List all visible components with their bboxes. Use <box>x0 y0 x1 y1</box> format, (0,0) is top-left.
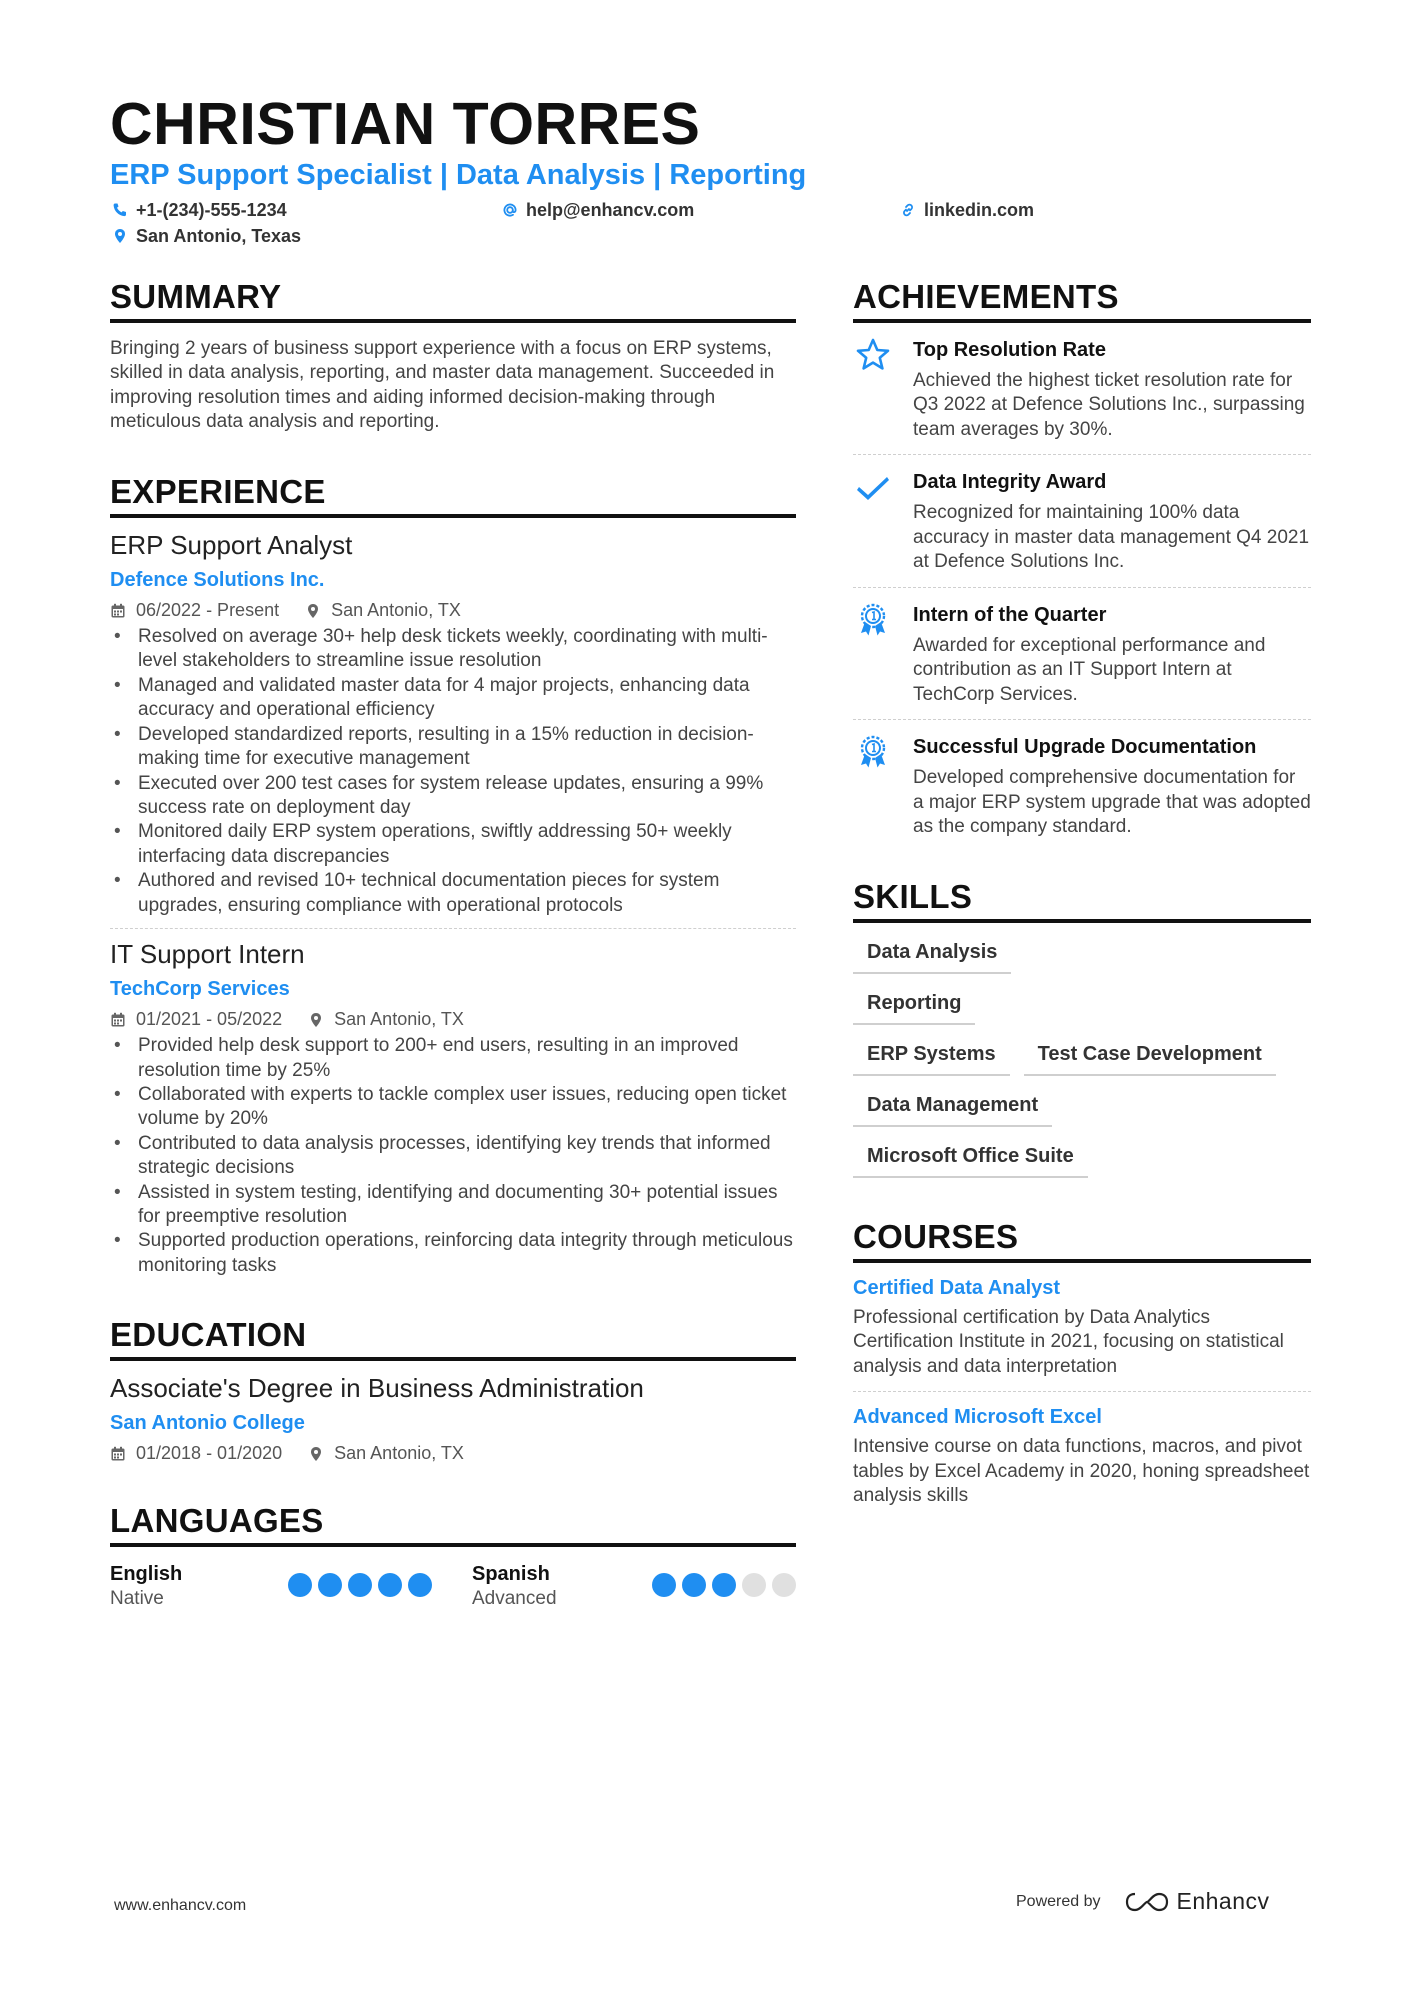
skills-section <box>853 878 1311 1178</box>
list-item: • Collaborated with experts to tackle complex user issues, reducing open ticket volume by 20% <box>110 1083 796 1132</box>
education-section <box>110 1316 796 1464</box>
education-dates-text: 01/2018 - 01/2020 <box>136 1443 283 1464</box>
skill-tag: Reporting <box>853 988 975 1025</box>
location-pin-icon <box>305 603 321 619</box>
education-item <box>110 1373 796 1464</box>
achievements-heading: ACHIEVEMENTS <box>853 278 1311 323</box>
divider <box>110 928 796 929</box>
languages-list <box>110 1563 796 1610</box>
achievement-title: Data Integrity Award <box>913 471 1107 494</box>
checkmark-icon <box>855 469 891 505</box>
job-dates-text: 06/2022 - Present <box>136 600 280 621</box>
rating-dot-filled <box>712 1573 736 1597</box>
achievement-item <box>853 720 1311 852</box>
calendar-icon <box>110 603 126 619</box>
rating-dot-filled <box>408 1573 432 1597</box>
candidate-name: CHRISTIAN TORRES <box>110 91 701 157</box>
powered-by-text: Powered by <box>1016 1892 1101 1910</box>
experience-heading: EXPERIENCE <box>110 473 796 518</box>
link-icon <box>900 202 916 218</box>
courses-heading: COURSES <box>853 1218 1311 1263</box>
rating-dot-filled <box>682 1573 706 1597</box>
achievement-title: Intern of the Quarter <box>913 603 1107 626</box>
skill-tag: Data Analysis <box>853 937 1011 974</box>
rating-dot-empty <box>772 1573 796 1597</box>
achievement-item <box>853 323 1311 456</box>
rating-dot-empty <box>742 1573 766 1597</box>
list-item: • Monitored daily ERP system operations, swiftly addressing 50+ weekly interfacing data discrepancies <box>110 820 796 869</box>
list-item: • Resolved on average 30+ help desk tickets weekly, coordinating with multi-level stakeholders to streamline issue resolution <box>110 625 796 674</box>
language-rating <box>288 1573 432 1597</box>
list-item: • Supported production operations, reinforcing data integrity through meticulous monitoring tasks <box>110 1229 796 1278</box>
website-text: linkedin.com <box>924 199 1035 220</box>
job-location-text: San Antonio, TX <box>334 1009 464 1030</box>
rating-dot-filled <box>288 1573 312 1597</box>
contact-email[interactable] <box>502 200 694 221</box>
rating-dot-filled <box>318 1573 342 1597</box>
job-meta <box>110 1009 796 1030</box>
achievements-section <box>853 278 1311 852</box>
candidate-title: ERP Support Specialist | Data Analysis | Reporting <box>110 158 807 191</box>
achievement-item <box>853 455 1311 588</box>
courses-section <box>853 1218 1311 1521</box>
skill-tag: Microsoft Office Suite <box>853 1141 1088 1178</box>
contact-website[interactable] <box>900 200 1034 221</box>
job-dates <box>110 600 279 621</box>
footer-branding <box>1016 1888 1270 1915</box>
education-meta <box>110 1443 796 1464</box>
calendar-icon <box>110 1012 126 1028</box>
education-heading: EDUCATION <box>110 1316 796 1361</box>
enhancv-logo-icon <box>1125 1890 1169 1914</box>
achievement-title: Top Resolution Rate <box>913 338 1106 361</box>
skills-heading: SKILLS <box>853 878 1311 923</box>
job-location-text: San Antonio, TX <box>331 600 461 621</box>
language-name: Spanish <box>472 1563 550 1586</box>
summary-text: Bringing 2 years of business support experience with a focus on ERP systems, skilled in data analysis, reporting, and master data management. Succeeded in improving resolution times and aiding informed decision-making through meticulous data analysis and reporting. <box>110 337 775 433</box>
achievement-desc: Developed comprehensive documentation for a major ERP system upgrade that was adopted as the company standard. <box>913 767 1311 838</box>
achievement-desc: Recognized for maintaining 100% data accuracy in master data management Q4 2021 at Defence Solutions Inc. <box>913 502 1310 573</box>
summary-section <box>110 278 796 435</box>
achievement-desc: Awarded for exceptional performance and contribution as an IT Support Intern at TechCorp Services. <box>913 634 1266 705</box>
location-pin-icon <box>308 1446 324 1462</box>
job-bullets <box>110 625 796 918</box>
language-level: Native <box>110 1588 164 1610</box>
language-rating <box>652 1573 796 1597</box>
language-item <box>472 1563 796 1610</box>
footer-website[interactable]: www.enhancv.com <box>114 1897 247 1914</box>
summary-heading: SUMMARY <box>110 278 796 323</box>
rating-dot-filled <box>378 1573 402 1597</box>
brand-logo[interactable] <box>1125 1888 1270 1915</box>
award-ribbon-icon <box>855 602 891 638</box>
calendar-icon <box>110 1446 126 1462</box>
brand-name: Enhancv <box>1176 1888 1270 1914</box>
experience-section <box>110 473 796 1278</box>
contact-phone[interactable] <box>112 200 287 221</box>
languages-section <box>110 1502 796 1610</box>
course-item <box>853 1263 1311 1393</box>
right-column <box>853 278 1311 1521</box>
skills-list <box>853 937 1311 1178</box>
award-ribbon-icon <box>855 734 891 770</box>
education-location-text: San Antonio, TX <box>334 1443 464 1464</box>
education-location <box>308 1443 464 1464</box>
job-bullets <box>110 1034 796 1278</box>
job-title: ERP Support Analyst <box>110 529 353 560</box>
course-title: Certified Data Analyst <box>853 1276 1061 1299</box>
skill-tag: Test Case Development <box>1024 1039 1276 1076</box>
company-name: Defence Solutions Inc. <box>110 569 325 592</box>
email-text: help@enhancv.com <box>526 199 695 220</box>
language-item <box>110 1563 472 1610</box>
company-name: TechCorp Services <box>110 978 290 1001</box>
left-column <box>110 278 796 1610</box>
job-dates-text: 01/2021 - 05/2022 <box>136 1009 283 1030</box>
course-title: Advanced Microsoft Excel <box>853 1406 1102 1429</box>
list-item: • Executed over 200 test cases for system release updates, ensuring a 99% success rate on deployment day <box>110 772 796 821</box>
star-icon <box>855 337 891 373</box>
experience-item <box>110 530 796 918</box>
resume-header <box>110 92 1310 254</box>
phone-text: +1-(234)-555-1234 <box>136 199 287 220</box>
job-location <box>305 600 461 621</box>
location-pin-icon <box>308 1012 324 1028</box>
location-pin-icon <box>112 228 128 244</box>
phone-icon <box>112 202 128 218</box>
at-sign-icon <box>502 202 518 218</box>
language-level: Advanced <box>472 1588 557 1610</box>
job-meta <box>110 600 796 621</box>
course-desc: Professional certification by Data Analytics Certification Institute in 2021, focusing on statistical analysis and data interpretation <box>853 1306 1284 1377</box>
education-dates <box>110 1443 282 1464</box>
course-item <box>853 1392 1311 1521</box>
degree-title: Associate's Degree in Business Administration <box>110 1373 644 1404</box>
experience-item <box>110 939 796 1278</box>
rating-dot-filled <box>348 1573 372 1597</box>
contact-info <box>110 196 1310 254</box>
list-item: • Provided help desk support to 200+ end users, resulting in an improved resolution time by 25% <box>110 1034 796 1083</box>
rating-dot-filled <box>652 1573 676 1597</box>
list-item: • Managed and validated master data for 4 major projects, enhancing data accuracy and operational efficiency <box>110 674 796 723</box>
list-item: • Assisted in system testing, identifying and documenting 30+ potential issues for preemptive resolution <box>110 1181 796 1230</box>
job-title: IT Support Intern <box>110 938 305 969</box>
course-desc: Intensive course on data functions, macros, and pivot tables by Excel Academy in 2020, honing spreadsheet analysis skills <box>853 1436 1310 1507</box>
contact-location <box>112 226 301 247</box>
school-name: San Antonio College <box>110 1412 305 1435</box>
job-dates <box>110 1009 282 1030</box>
language-name: English <box>110 1563 183 1586</box>
job-location <box>308 1009 464 1030</box>
list-item: • Contributed to data analysis processes, identifying key trends that informed strategic decisions <box>110 1132 796 1181</box>
achievement-desc: Achieved the highest ticket resolution rate for Q3 2022 at Defence Solutions Inc., surpassing team averages by 30%. <box>913 369 1305 440</box>
list-item: • Developed standardized reports, resulting in a 15% reduction in decision-making time for executive management <box>110 723 796 772</box>
achievement-title: Successful Upgrade Documentation <box>913 736 1257 759</box>
languages-heading: LANGUAGES <box>110 1502 796 1547</box>
location-text: San Antonio, Texas <box>136 225 302 246</box>
list-item: • Authored and revised 10+ technical documentation pieces for system upgrades, ensuring compliance with operational protocols <box>110 869 796 918</box>
skill-tag: ERP Systems <box>853 1039 1010 1076</box>
achievement-item <box>853 588 1311 721</box>
skill-tag: Data Management <box>853 1090 1052 1127</box>
